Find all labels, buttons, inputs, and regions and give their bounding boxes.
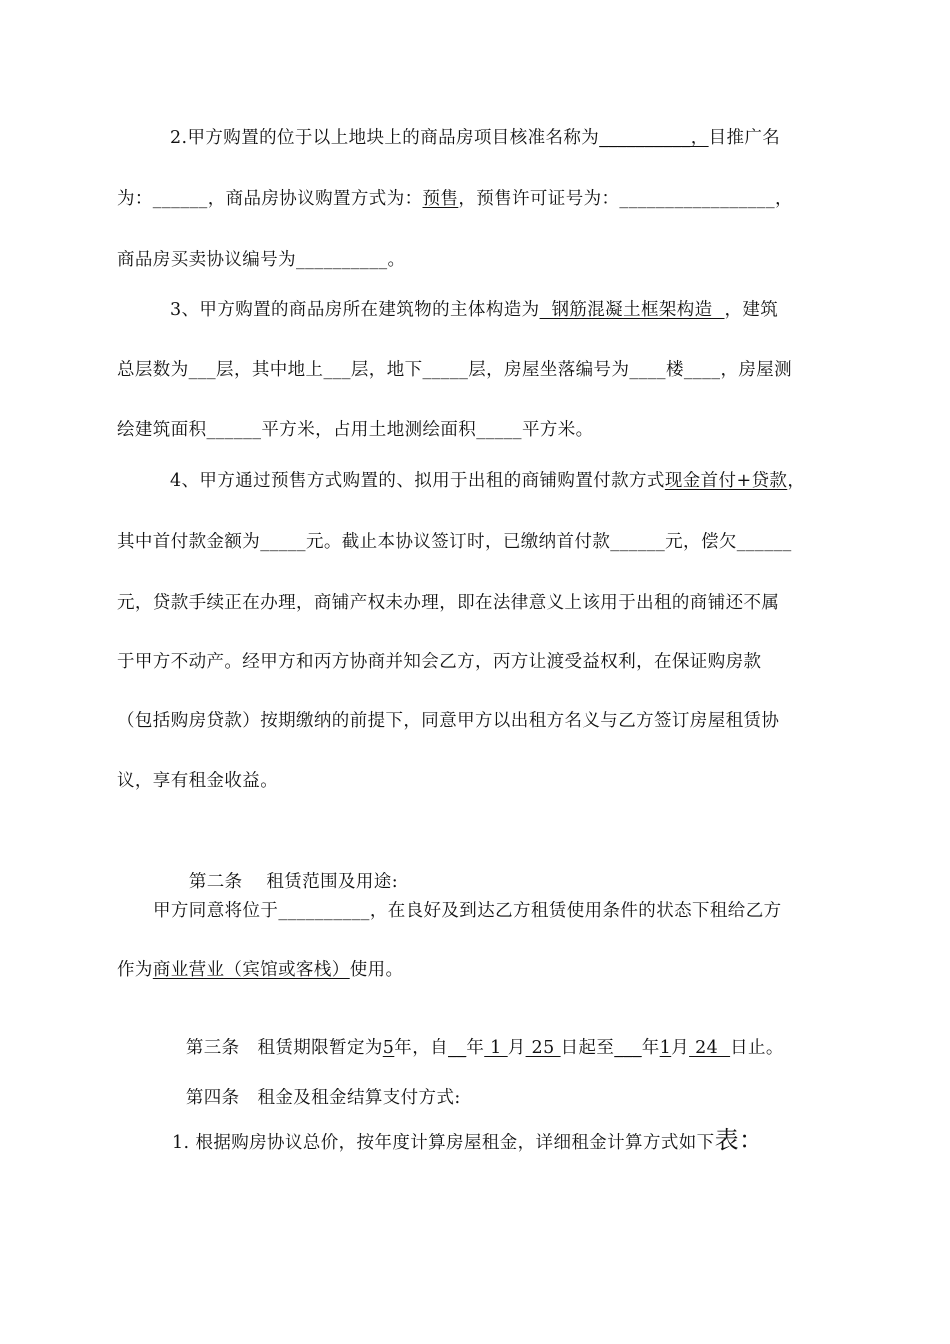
end-day-value: 24	[689, 1038, 731, 1058]
floor-count-text: 总层数为___层，其中地上___层，地下_____层，房屋坐落编号为____楼____，房屋测	[117, 360, 793, 380]
article-3-text: 第三条 租赁期限暂定为	[185, 1038, 383, 1058]
clause-2-text-end: ，	[774, 189, 793, 209]
clause-3-text-end: ，建筑	[724, 300, 779, 320]
start-day-value: 25	[525, 1038, 561, 1058]
clause-3-text: 3、甲方购置的商品房所在建筑物的主体构造为	[170, 300, 540, 320]
area-text: 绘建筑面积______平方米，占用土地测绘面积_____平方米。	[117, 420, 594, 440]
down-payment-text: 其中首付款金额为_____元。截止本协议签订时，已缴纳首付款______元，偿欠______	[117, 532, 792, 552]
article-2-title: 第二条 租赁范围及用途:	[188, 872, 399, 892]
article-2-text: 作为	[117, 960, 153, 980]
end-year-blank: ___	[614, 1038, 642, 1058]
clause-4-text: 议，享有租金收益。	[117, 771, 279, 791]
lease-location-blank: __________	[278, 901, 370, 921]
clause-4-text: 4、甲方通过预售方式购置的、拟用于出租的商铺购置付款方式	[170, 471, 665, 491]
clause-2-line-3	[0, 248, 950, 272]
lease-years-value: 5	[382, 1038, 395, 1058]
clause-4-line-1	[0, 469, 950, 493]
clause-2-text: 2.甲方购置的位于以上地块上的商品房项目核准名称为	[170, 128, 600, 148]
article-3-text: 日止。	[730, 1038, 784, 1058]
clause-4-text: 于甲方不动产。经甲方和丙方协商并知会乙方，丙方让渡受益权利，在保证购房款	[117, 652, 762, 672]
article-3-text: 日起至	[560, 1038, 615, 1058]
article-3-text: 年	[466, 1038, 485, 1058]
article-4-heading	[0, 1062, 950, 1134]
clause-4-line-6	[0, 769, 950, 793]
article-3-text: 年	[641, 1038, 660, 1058]
clause-4-text: （包括购房贷款）按期缴纳的前提下，同意甲方以出租方名义与乙方签订房屋租赁协	[117, 711, 780, 731]
article-2-text: 使用。	[349, 960, 404, 980]
end-month-value: 1	[659, 1038, 672, 1058]
article-2-line-2	[0, 958, 950, 982]
lease-use-value: 商业营业（宾馆或客栈）	[152, 960, 350, 980]
clause-3-line-2	[0, 358, 950, 382]
article-4-item-1	[0, 1128, 950, 1155]
article-3-text: 年，自	[394, 1038, 448, 1058]
article-4-title: 第四条 租金及租金结算支付方式:	[185, 1088, 461, 1108]
article-2-text: ，在良好及到达乙方租赁使用条件的状态下租给乙方	[369, 901, 782, 921]
start-year-blank: __	[448, 1038, 467, 1058]
clause-3-line-1	[0, 298, 950, 322]
rent-table-ref: 表：	[714, 1126, 764, 1154]
clause-2-text: 为：______，商品房协议购置方式为：	[117, 189, 423, 209]
project-name-blank: __________，	[599, 128, 709, 148]
clause-3-line-3	[0, 418, 950, 442]
contract-number-text: 商品房买卖协议编号为__________。	[117, 250, 406, 270]
article-3-text: 月	[671, 1038, 690, 1058]
presale-permit-blank: _________________	[619, 189, 775, 209]
clause-4-text-end: ，	[787, 471, 806, 491]
clause-2-text-end: 目推广名	[708, 128, 781, 148]
article-2-text: 甲方同意将位于	[153, 901, 279, 921]
purchase-method-presale: 预售	[422, 189, 459, 209]
building-structure-value: 钢筋混凝土框架构造	[539, 300, 725, 320]
clause-2-line-1	[0, 126, 950, 150]
clause-2-line-2	[0, 187, 950, 211]
clause-4-line-3	[0, 591, 950, 615]
article-3-text: 月	[507, 1038, 526, 1058]
clause-4-line-2	[0, 530, 950, 554]
rent-calculation-text: 1. 根据购房协议总价，按年度计算房屋租金，详细租金计算方式如下	[172, 1133, 715, 1153]
clause-2-text: ，预售许可证号为：	[458, 189, 620, 209]
clause-4-line-5	[0, 709, 950, 733]
clause-4-line-4	[0, 650, 950, 674]
article-2-line-1	[0, 899, 950, 923]
clause-4-text: 元，贷款手续正在办理，商铺产权未办理，即在法律意义上该用于出租的商铺还不属	[117, 593, 780, 613]
payment-method-value: 现金首付+贷款	[664, 471, 788, 491]
start-month-value: 1	[484, 1038, 508, 1058]
